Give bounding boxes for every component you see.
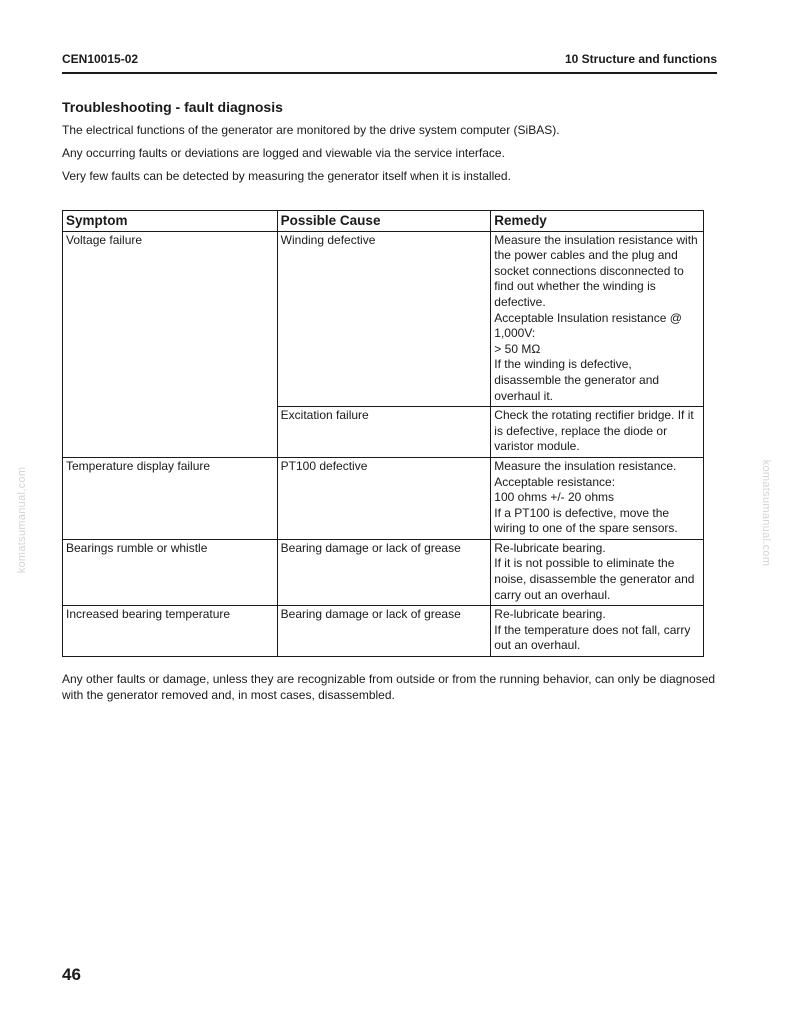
remedy-cell	[491, 606, 704, 657]
intro-text	[62, 123, 722, 192]
remedy-cell	[491, 539, 704, 605]
cause-cell: Winding defective	[277, 231, 491, 407]
fault-diagnosis-table	[62, 210, 704, 657]
remedy-line: Measure the insulation resistance.	[494, 458, 677, 473]
symptom-cell: Increased bearing temperature	[63, 606, 278, 657]
table-row	[63, 606, 704, 657]
remedy-line: If the temperature does not fall, carry out an overhaul.	[494, 622, 691, 653]
section-title: Troubleshooting - fault diagnosis	[62, 99, 283, 115]
symptom-cell: Bearings rumble or whistle	[63, 539, 278, 605]
remedy-line: If it is not possible to eliminate the noise, disassemble the generator and carry out an overhaul.	[494, 556, 695, 602]
table-header-row	[63, 211, 704, 232]
symptom-cell: Temperature display failure	[63, 457, 278, 539]
table-row	[63, 539, 704, 605]
cause-cell: PT100 defective	[277, 457, 491, 539]
remedy-line: If the winding is defective, disassemble the generator and overhaul it.	[494, 357, 660, 403]
remedy-cell	[491, 457, 704, 539]
remedy-line: Re-lubricate bearing.	[494, 607, 606, 622]
footer-note: Any other faults or damage, unless they are recognizable from outside or from the running behavior, can only be diagnosed with the generator removed and, in most cases, disassembled.	[62, 672, 716, 702]
intro-paragraph: Very few faults can be detected by measuring the generator itself when it is installed.	[62, 169, 511, 183]
column-header-cause: Possible Cause	[277, 211, 491, 232]
table-row	[63, 231, 704, 407]
document-id: CEN10015-02	[62, 52, 139, 66]
column-header-remedy: Remedy	[491, 211, 704, 232]
remedy-cell	[491, 231, 704, 407]
watermark-right: komatsumanual.com	[760, 459, 772, 567]
remedy-line: If a PT100 is defective, move the wiring to one of the spare sensors.	[494, 505, 678, 536]
remedy-cell	[491, 407, 704, 458]
remedy-line: Re-lubricate bearing.	[494, 540, 606, 555]
cause-cell: Bearing damage or lack of grease	[277, 606, 491, 657]
remedy-line: Acceptable Insulation resistance @ 1,000V:	[494, 310, 682, 341]
page-header	[62, 52, 717, 74]
remedy-line: > 50 MΩ	[494, 341, 541, 356]
intro-paragraph: The electrical functions of the generator are monitored by the drive system computer (SiBAS).	[62, 123, 560, 137]
cause-cell: Excitation failure	[277, 407, 491, 458]
watermark-left: komatsumanual.com	[16, 466, 28, 574]
page-number: 46	[62, 965, 81, 984]
cause-cell: Bearing damage or lack of grease	[277, 539, 491, 605]
chapter-title: 10 Structure and functions	[564, 52, 717, 66]
remedy-line: Check the rotating rectifier bridge. If it is defective, replace the diode or varistor module.	[494, 408, 694, 454]
column-header-symptom: Symptom	[63, 211, 278, 232]
remedy-line: Acceptable resistance:	[494, 474, 616, 489]
symptom-cell: Voltage failure	[63, 231, 278, 457]
table-row	[63, 457, 704, 539]
remedy-line: Measure the insulation resistance with the power cables and the plug and socket connections disconnected to find out whether the winding is defective.	[494, 232, 698, 309]
remedy-line: 100 ohms +/- 20 ohms	[494, 490, 615, 505]
intro-paragraph: Any occurring faults or deviations are logged and viewable via the service interface.	[62, 146, 505, 160]
